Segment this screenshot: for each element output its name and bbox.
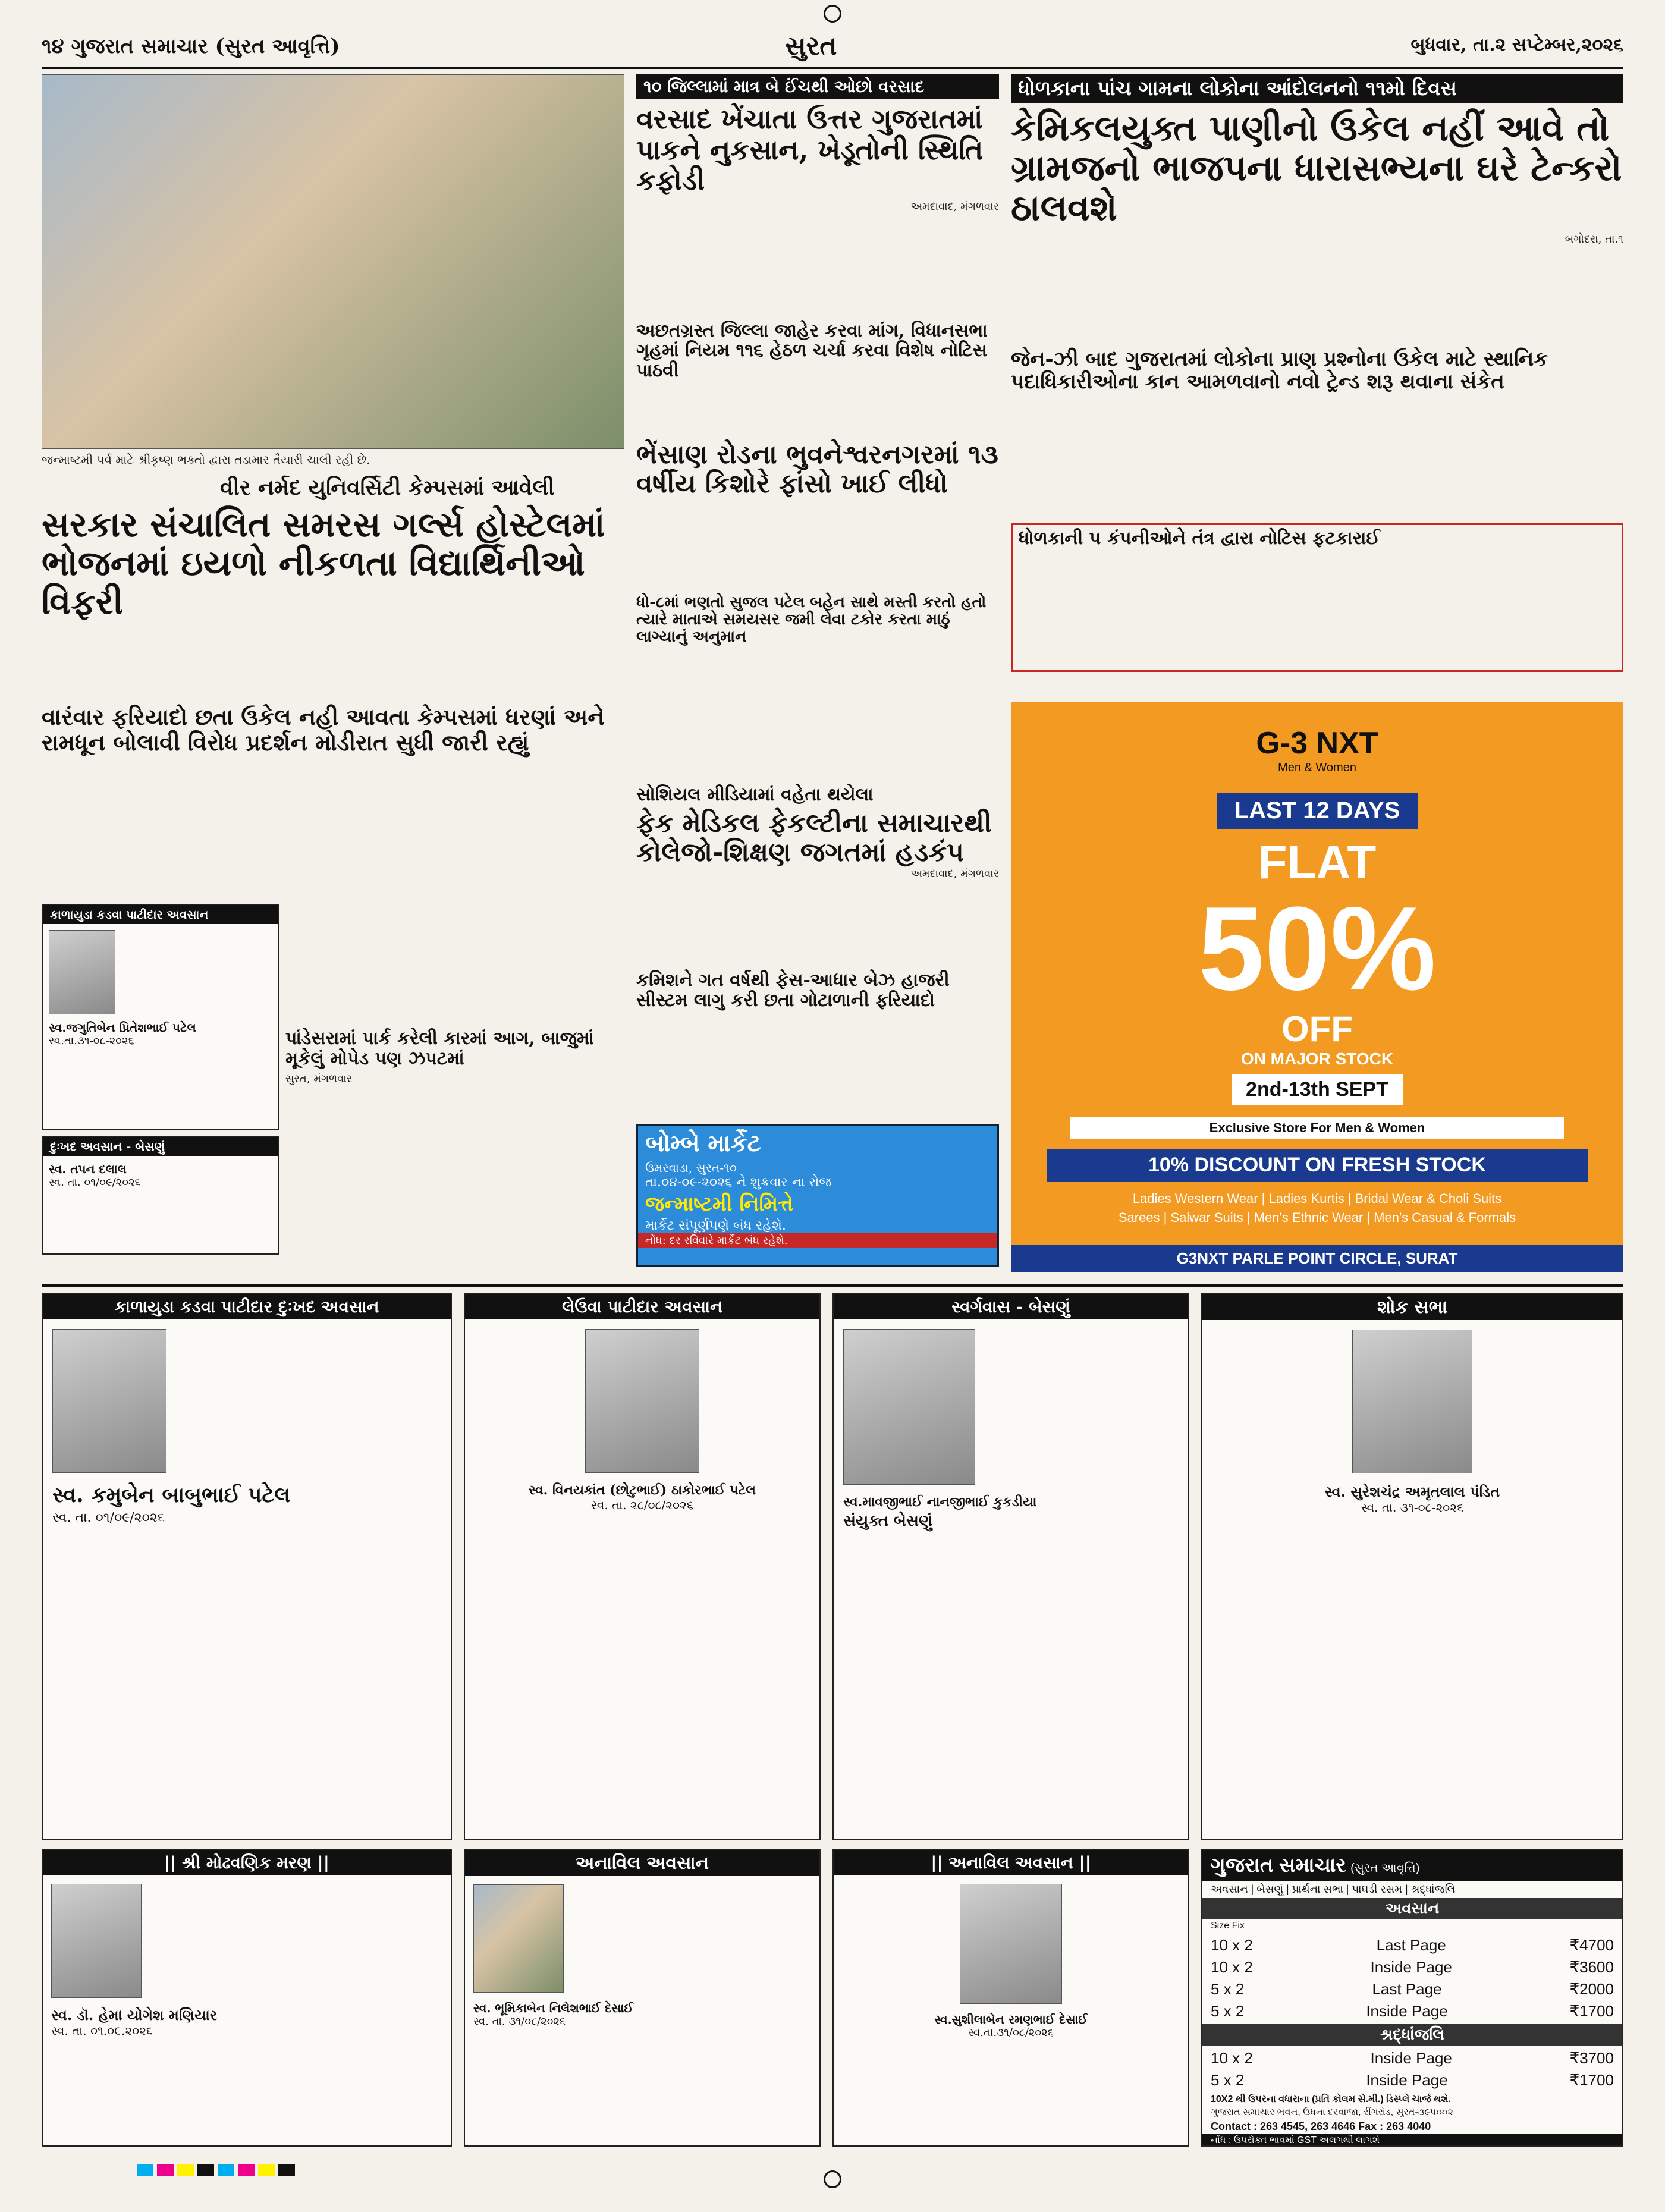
section-title: સુરત: [785, 31, 837, 61]
social-dateline: અમદાવાદ, મંગળવાર: [910, 868, 999, 881]
g3-off: OFF: [1281, 1009, 1353, 1049]
dholka-dateline: બગોદરા, તા.૧: [1565, 232, 1623, 246]
obit-photo: [585, 1329, 699, 1473]
header-rule: [42, 67, 1623, 69]
rain-kicker: ૧૦ જિલ્લામાં માત્ર બે ઈંચથી ઓછો વરસાદ: [636, 74, 999, 99]
obit-date: સંયુક્ત બેસણું: [843, 1512, 932, 1530]
rain-subhead: અછતગ્રસ્ત જિલ્લા જાહેર કરવા માંગ, વિધાનસભા ગૃહમાં નિયમ ૧૧૬ હેઠળ ચર્ચા કરવા વિશેષ નોટિસ પાઠવી: [636, 320, 988, 382]
obit-date: સ્વ. તા. ૨૮/૦૮/૨૦૨૬: [591, 1498, 693, 1512]
g3nxt-ad: [1011, 702, 1623, 1272]
rate-price: ₹2000: [1569, 1980, 1614, 1998]
rain-story: [636, 74, 999, 437]
obit-title: સ્વર્ગવાસ - બેસણું: [834, 1294, 1188, 1319]
rate-section2: શ્રદ્ધાંજલિ: [1202, 2024, 1622, 2046]
obit-title: અનાવિલ અવસાન: [465, 1850, 819, 1876]
rate-rows-shraddhanjali: [1202, 2049, 1622, 2090]
rate-page: Last Page: [1372, 1980, 1442, 1998]
rate-size: 5 x 2: [1211, 2002, 1245, 2020]
obit-name: સ્વ. ડૉ. હેમા યોગેશ મણિયાર: [51, 2006, 218, 2024]
obit-vinaykant: [464, 1293, 821, 1840]
rate-page: Inside Page: [1366, 2071, 1448, 2089]
obit-hema: [42, 1849, 452, 2147]
university-headline: સરકાર સંચાલિત સમરસ ગર્લ્સ હોસ્ટેલમાં ભોજનમાં ઇયળો નીકળતા વિદ્યાર્થિનીઓ વિફરી: [42, 504, 605, 623]
rate-gst: નોંધ : ઉપરોક્ત ભાવમાં GST અલગથી લાગશે: [1202, 2134, 1622, 2147]
rate-size: 10 x 2: [1211, 1958, 1253, 1976]
rate-rows-avsan: [1202, 1936, 1622, 2021]
obit-name: સ્વ. તપન દલાલ: [49, 1162, 127, 1176]
photo-caption: જન્માષ્ટમી પર્વ માટે શ્રીકૃષ્ણ ભક્તો દ્વારા તડામાર તૈયારી ચાલી રહી છે.: [42, 453, 370, 467]
bombay-closed: માર્કેટ સંપૂર્ણપણે બંધ રહેશે.: [645, 1218, 786, 1233]
rain-dateline: અમદાવાદ, મંગળવાર: [910, 200, 999, 213]
janmashtami-photo: [42, 74, 624, 449]
dholka-headline: કેમિકલયુક્ત પાણીનો ઉકેલ નહીં આવે તો ગ્રામજનો ભાજપના ધારાસભ્યના ઘરે ટેન્કરો ઠાલવશે: [1011, 108, 1622, 230]
rate-categories: અવસાન | બેસણું | પ્રાર્થના સભા | પાઘડી રસમ | શ્રદ્ધાંજલિ: [1211, 1883, 1456, 1895]
page-label: ૧૪ ગુજરાત સમાચાર (સુરત આવૃત્તિ): [42, 34, 340, 58]
university-kicker: વીર નર્મદ યુનિવર્સિટી કેમ્પસમાં આવેલી: [220, 475, 555, 500]
rate-page: Inside Page: [1366, 2002, 1448, 2020]
g3-footer: G3NXT PARLE POINT CIRCLE, SURAT: [1011, 1245, 1623, 1272]
rate-size: 5 x 2: [1211, 1980, 1245, 1998]
obit-jagutiben: [42, 904, 279, 1130]
obit-title: દુઃખદ અવસાન - બેસણું: [43, 1137, 278, 1156]
bombay-title: બોમ્બે માર્કેટ: [645, 1129, 761, 1157]
pandesara-byline: સુરત, મંગળવાર: [285, 1073, 353, 1086]
bombay-place: ઉમરવાડા, સુરત-૧૦: [645, 1161, 737, 1175]
obit-title: કાળાયુડા કડવા પાટીદાર અવસાન: [43, 905, 278, 924]
g3-exclusive: Exclusive Store For Men & Women: [1070, 1117, 1564, 1139]
rate-page: Inside Page: [1370, 1958, 1452, 1976]
g3-tag: Men & Women: [1278, 761, 1356, 774]
obit-sushilaben: [832, 1849, 1189, 2147]
pandesara-headline: પાંડેસરામાં પાર્ક કરેલી કારમાં આગ, બાજુમાં મૂકેલું મોપેડ પણ ઝપટમાં: [285, 1028, 594, 1069]
bombay-note: નોંધ: દર રવિવારે માર્કેટ બંધ રહેશે.: [638, 1233, 997, 1248]
obit-photo: [52, 1329, 166, 1473]
g3-banner: LAST 12 DAYS: [1217, 793, 1418, 829]
obit-date: સ્વ. તા. ૩૧/૦૮/૨૦૨૬: [473, 2015, 566, 2028]
obit-date: સ્વ.તા.૩૧-૦૮-૨૦૨૬: [49, 1035, 134, 1047]
obit-date: સ્વ. તા. ૦૧.૦૯.૨૦૨૬: [51, 2024, 153, 2038]
bombay-market-ad: [636, 1124, 999, 1267]
obit-mavjibhai: [832, 1293, 1189, 1840]
social-headline: ફેક મેડિકલ ફેકલ્ટીના સમાચારથી કોલેજો-શિક્ષણ જગતમાં હડકંપ: [636, 807, 992, 868]
social-subhead: કમિશને ગત વર્ષથી ફેસ-આધાર બેઝ હાજરી સીસ્ટમ લાગુ કરી છતા ગોટાળાની ફરિયાદો: [636, 970, 950, 1011]
obit-title: કાળાયુડા કડવા પાટીદાર દુઃખદ અવસાન: [43, 1294, 451, 1319]
issue-date: બુધવાર, તા.૨ સપ્ટેમ્બર,૨૦૨૬: [1410, 34, 1623, 55]
obit-title: || અનાવિલ અવસાન ||: [834, 1850, 1188, 1875]
g3-major: ON MAJOR STOCK: [1240, 1050, 1394, 1068]
rate-size: 10 x 2: [1211, 1936, 1253, 1954]
rate-price: ₹3600: [1569, 1958, 1614, 1976]
rate-section1: અવસાન: [1202, 1898, 1622, 1919]
rate-row: [1211, 2071, 1614, 2090]
bhesan-story: [636, 440, 999, 773]
obit-photo: [49, 930, 115, 1014]
notice-box: [1011, 523, 1623, 672]
pandesara-story: [285, 1029, 630, 1278]
rate-size: 5 x 2: [1211, 2071, 1245, 2089]
obit-photo: [843, 1329, 975, 1485]
rate-size-fix: Size Fix: [1211, 1921, 1245, 1931]
dholka-kicker: ધોળકાના પાંચ ગામના લોકોના આંદોલનનો ૧૧મો દિવસ: [1011, 74, 1623, 103]
rate-row: [1211, 2049, 1614, 2068]
social-kicker: સોશિયલ મીડિયામાં વહેતા થયેલા: [636, 784, 874, 805]
bhesan-headline: ભેંસાણ રોડના ભુવનેશ્વરનગરમાં ૧૩ વર્ષીય કિશોરે ફાંસો ખાઈ લીધો: [636, 439, 998, 499]
rate-row: [1211, 1936, 1614, 1955]
obit-photo: [51, 1884, 142, 1998]
rate-price: ₹1700: [1569, 2002, 1614, 2020]
obit-tapan: [42, 1136, 279, 1255]
rate-card: [1201, 1849, 1623, 2147]
rate-row: [1211, 1980, 1614, 1999]
obit-name: સ્વ. કમુબેન બાબુભાઈ પટેલ: [52, 1482, 291, 1507]
g3-cats1: Ladies Western Wear | Ladies Kurtis | Bridal Wear & Choli Suits: [1132, 1191, 1502, 1206]
obit-date: સ્વ. તા. ૩૧-૦૮-૨૦૨૬: [1361, 1500, 1464, 1515]
obit-bhumikaben: [464, 1849, 821, 2147]
g3-brand: G-3 NXT: [1256, 726, 1378, 761]
bombay-event: જન્માષ્ટમી નિમિત્તે: [645, 1192, 794, 1216]
obit-name: સ્વ. સુરેશચંદ્ર અમૃતલાલ પંડિત: [1324, 1483, 1500, 1500]
obit-photo: [960, 1884, 1062, 2004]
obit-sureshchandra: [1201, 1293, 1623, 1840]
obit-name: સ્વ.સુશીલાબેન રમણભાઈ દેસાઈ: [934, 2012, 1088, 2026]
obit-photo: [473, 1884, 564, 1993]
dholka-subhead: જેન-ઝી બાદ ગુજરાતમાં લોકોના પ્રાણ પ્રશ્નોના ઉકેલ માટે સ્થાનિક પદાધિકારીઓના કાન આમળવાનો નવો ટ્રેન્ડ શરૂ થવાના સંકેત: [1011, 347, 1548, 394]
obit-date: સ્વ. તા. ૦૧/૦૯/૨૦૨૬: [49, 1176, 141, 1189]
notice-headline: ધોળકાની ૫ કંપનીઓને તંત્ર દ્વારા નોટિસ ફટકારાઈ: [1019, 528, 1380, 549]
g3-dates: 2nd-13th SEPT: [1232, 1074, 1403, 1105]
obit-kamuben: [42, 1293, 452, 1840]
obit-name: સ્વ.જગુતિબેન પ્રિતેશભાઈ પટેલ: [49, 1020, 196, 1035]
social-story: [636, 785, 999, 1142]
divider-rule: [42, 1284, 1623, 1287]
obit-name: સ્વ. ભૂમિકાબેન નિલેશભાઈ દેસાઈ: [473, 2001, 633, 2015]
color-bar: [137, 2164, 299, 2179]
rate-page: Last Page: [1376, 1936, 1446, 1954]
dholka-story: [1011, 74, 1623, 508]
obit-date: સ્વ. તા. ૦૧/૦૯/૨૦૨૬: [52, 1510, 165, 1525]
obit-name: સ્વ.માવજીભાઈ નાનજીભાઈ કુકડીયા: [843, 1494, 1037, 1510]
bhesan-subhead: ધો-૮માં ભણતો સુજલ પટેલ બહેન સાથે મસ્તી કરતો હતો ત્યારે માતાએ સમયસર જમી લેવા ટકોર કરતા માઠું લાગ્યાનું અનુમાન: [636, 593, 987, 646]
rate-price: ₹1700: [1569, 2071, 1614, 2089]
obit-name: સ્વ. વિનયકાંત (છોટુભાઈ) ઠાકોરભાઈ પટેલ: [529, 1482, 756, 1498]
g3-percent: 50%: [1198, 882, 1437, 1015]
g3-cats2: Sarees | Salwar Suits | Men's Ethnic Wear | Men's Casual & Formals: [1118, 1210, 1516, 1225]
rate-row: [1211, 2002, 1614, 2021]
rate-contact: Contact : 263 4545, 263 4646 Fax : 263 4040: [1211, 2120, 1431, 2132]
rate-page: Inside Page: [1370, 2049, 1452, 2067]
obit-photo: [1352, 1330, 1472, 1473]
obit-title: શોક સભા: [1202, 1294, 1622, 1320]
obit-date: સ્વ.તા.૩૧/૦૮/૨૦૨૬: [968, 2026, 1054, 2039]
obit-title: લેઉવા પાટીદાર અવસાન: [465, 1294, 819, 1319]
g3-flat: FLAT: [1258, 835, 1377, 888]
rate-masthead: ગુજરાત સમાચાર: [1211, 1854, 1346, 1877]
rate-size: 10 x 2: [1211, 2049, 1253, 2067]
rate-edition: (સુરત આવૃત્તિ): [1350, 1862, 1420, 1875]
rate-extra: 10X2 થી ઉપરના વધારાના (પ્રતિ કોલમ સે.મી.) ડિસ્પ્લે ચાર્જ થશે.: [1211, 2094, 1452, 2104]
registration-mark-bottom: [824, 2170, 841, 2188]
rate-address: ગુજરાત સમાચાર ભવન, ઉધના દરવાજા, રીંગરોડ, સુરત-૩૯૫૦૦૨: [1211, 2107, 1453, 2117]
rate-price: ₹3700: [1569, 2049, 1614, 2067]
university-subhead: વારંવાર ફરિયાદો છતા ઉકેલ નહી આવતા કેમ્પસમાં ધરણાં અને રામધૂન બોલાવી વિરોધ પ્રદર્શન મોડીરાત સુધી જારી રહ્યું: [42, 703, 605, 756]
obit-title: || શ્રી મોઢવણિક મરણ ||: [43, 1850, 451, 1875]
bombay-date: તા.૦૪-૦૯-૨૦૨૬ ને શુક્રવાર ના રોજ: [645, 1175, 832, 1190]
rain-headline: વરસાદ ખેંચાતા ઉત્તર ગુજરાતમાં પાકને નુકસાન, ખેડૂતોની સ્થિતિ કફોડી: [636, 103, 984, 197]
rate-masthead-row: [1202, 1850, 1622, 1881]
rate-row: [1211, 1958, 1614, 1977]
g3-discount: 10% DISCOUNT ON FRESH STOCK: [1047, 1149, 1588, 1182]
registration-mark-top: [824, 5, 841, 23]
rate-price: ₹4700: [1569, 1936, 1614, 1954]
